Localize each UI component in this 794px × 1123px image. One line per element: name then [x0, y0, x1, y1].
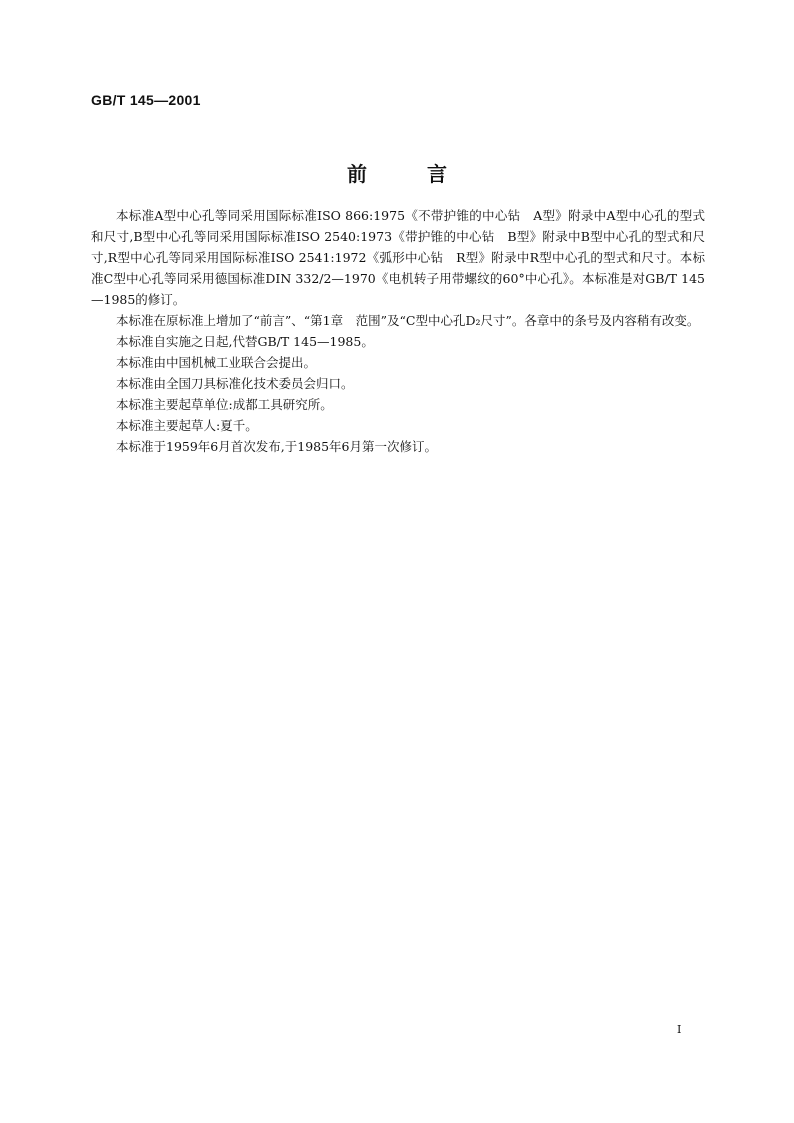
title-char-2: 言: [427, 162, 447, 186]
title-char-1: 前: [347, 162, 367, 186]
paragraph-adoption: 本标准A型中心孔等同采用国际标准ISO 866:1975《不带护锥的中心钻 A型》附录中A型中心孔的型式和尺寸,B型中心孔等同采用国际标准ISO 2540:1973《带护锥的中心钻 B型》附录中B型中心孔的型式和尺寸,R型中心孔等同采用国际标准ISO 2541:1972《弧形中心钻 R型》附录中R型中心孔的型式和尺寸。本标准C型中心孔等同采用德国标准DIN 332/2—1970《电机转子用带螺纹的60°中心孔》。本标准是对GB/T 145—1985的修订。: [91, 208, 705, 307]
paragraph-proposed-by: 本标准由中国机械工业联合会提出。: [116, 355, 317, 370]
paragraph-replaces: 本标准自实施之日起,代替GB/T 145—1985。: [116, 334, 374, 349]
standard-code: GB/T 145—2001: [91, 92, 201, 108]
page-number: I: [677, 1023, 682, 1036]
paragraph-changes: 本标准在原标准上增加了“前言”、“第1章 范围”及“C型中心孔D₂尺寸”。各章中的条号及内容稍有改变。: [116, 313, 700, 328]
paragraph-history: 本标准于1959年6月首次发布,于1985年6月第一次修订。: [116, 439, 438, 454]
paragraph-drafting-unit: 本标准主要起草单位:成都工具研究所。: [116, 397, 333, 412]
page-title: [0, 158, 794, 187]
paragraph-drafter: 本标准主要起草人:夏千。: [116, 418, 258, 433]
paragraph-centralized-by: 本标准由全国刀具标准化技术委员会归口。: [116, 376, 354, 391]
foreword-body: [91, 205, 705, 457]
